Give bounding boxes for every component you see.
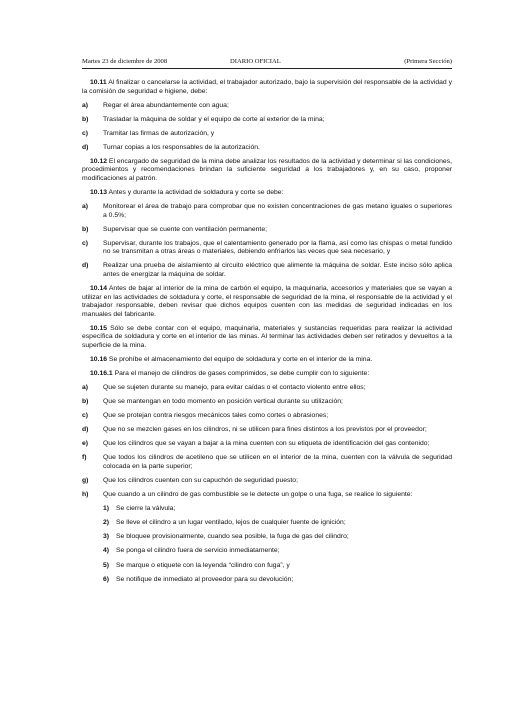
sub-list-item: 3) Se bloquee provisionalmente, cuando sea posible, la fuga de gas del cilindro;	[103, 533, 349, 541]
list-item: g) Que los cilindros cuenten con su capuchón de seguridad puesto;	[82, 476, 298, 484]
paragraph-10-16-1	[82, 370, 452, 379]
page-header	[82, 58, 452, 69]
paragraph-text: Para el manejo de cilindros de gases comprimidos, se debe cumplir con lo siguiente:	[114, 369, 370, 377]
list-item: d) Que no se mezclen gases en los cilindros, ni se utilicen para fines distintos a los previstos por el proveedor;	[82, 426, 427, 434]
list-item: d) Realizar una prueba de aislamiento al circuito eléctrico que alimente la máquina de soldar. Este inciso sólo aplica antes de energizar la máquina de soldar.	[82, 262, 452, 278]
paragraph-10-14	[82, 285, 452, 319]
list-item: b) Trasladar la máquina de soldar y el equipo de corte al exterior de la mina;	[82, 115, 325, 123]
document-body	[82, 79, 452, 590]
paragraph-10-16	[82, 356, 452, 365]
paragraph-text: Sólo se debe contar con el equipo, maquinaria, materiales y sustancias requeridas para realizar la actividad específica de soldadura y corte en el interior de las minas. Al terminar las actividades deben ser retirados y devueltos a la superficie de la mina.	[82, 324, 452, 349]
sub-list-item: 5) Se marque o etiquete con la leyenda “cilindro con fuga”, y	[103, 561, 290, 569]
paragraph-text: Al finalizar o cancelarse la actividad, el trabajador autorizado, bajo la supervisión del responsable de la actividad y la comisión de seguridad e higiene, debe:	[82, 79, 452, 95]
paragraph-10-12	[82, 158, 452, 184]
header-date: Martes 23 de diciembre de 2008	[82, 58, 168, 65]
sub-list-item: 1) Se cierre la válvula;	[103, 505, 176, 513]
section-number: 10.16.1	[90, 369, 113, 377]
paragraph-text: Se prohíbe el almacenamiento del equipo de soldadura y corte en el interior de la mina.	[108, 355, 373, 363]
section-number: 10.16	[90, 355, 108, 363]
list-item: f) Que todos los cilindros de acetileno que se utilicen en el interior de la mina, cuenten con la válvula de seguridad colocada en la parte superior;	[82, 454, 452, 470]
paragraph-10-15	[82, 325, 452, 351]
sub-list-item: 2) Se lleve el cilindro a un lugar ventilado, lejos de cualquier fuente de ignición;	[103, 519, 346, 527]
paragraph-10-11	[82, 79, 452, 96]
list-item: d) Turnar copias a los responsables de la autorización.	[82, 143, 260, 151]
header-publication: DIARIO OFICIAL	[230, 58, 281, 65]
list-item: a) Monitorear el área de trabajo para comprobar que no existen concentraciones de gas metano iguales o superiores a 0.5%;	[82, 203, 452, 219]
list-item: a) Regar el área abundantemente con agua;	[82, 101, 229, 109]
section-number: 10.12	[90, 157, 108, 165]
paragraph-text: El encargado de seguridad de la mina debe analizar los resultados de la actividad y determinar si las condiciones, procedimientos y recomendaciones brindan la suficiente seguridad a los trabajadores y, en su caso, proponer modificaciones al patrón.	[82, 157, 452, 182]
sub-list-item: 4) Se ponga el cilindro fuera de servicio inmediatamente;	[103, 547, 280, 555]
list-item: c) Tramitar las firmas de autorización, y	[82, 129, 215, 137]
header-section: (Primera Sección)	[404, 58, 452, 65]
list-item: e) Que los cilindros que se vayan a bajar a la mina cuenten con su etiqueta de identificación del gas contenido;	[82, 440, 430, 448]
paragraph-text: Antes y durante la actividad de soldadura y corte se debe:	[108, 189, 284, 197]
list-item: b) Supervisar que se cuente con ventilación permanente;	[82, 225, 267, 233]
section-number: 10.13	[90, 189, 108, 197]
section-number: 10.11	[90, 79, 107, 86]
sub-list-item: 6) Se notifique de inmediato al proveedor para su devolución;	[103, 575, 294, 583]
list-item: c) Que se protejan contra riesgos mecánicos tales como cortes o abrasiones;	[82, 412, 329, 420]
paragraph-10-13	[82, 189, 452, 198]
section-number: 10.14	[90, 285, 108, 293]
paragraph-text: Antes de bajar al interior de la mina de carbón el equipo, la maquinaria, accesorios y materiales que se vayan a utilizar en las actividades de soldadura y corte, el responsable de seguridad de la mina, el responsable de la actividad y el trabajador responsable, deben revisar que dichos equipos cuenten con las medidas de seguridad indicadas en los manuales del fabricante.	[82, 285, 452, 318]
section-number: 10.15	[90, 324, 108, 332]
list-item: b) Que se mantengan en todo momento en posición vertical durante su utilización;	[82, 398, 343, 405]
list-item: a) Que se sujeten durante su manejo, para evitar caídas o el contacto violento entre ellos;	[82, 383, 366, 391]
list-item: h) Que cuando a un cilindro de gas combustible se le detecte un golpe o una fuga, se realice lo siguiente:	[82, 491, 413, 499]
list-item: c) Supervisar, durante los trabajos, que el calentamiento generado por la flama, así como las chispas o metal fundido no se transmitan a otras áreas o materiales, debiendo enfriarlos las veces que sea necesario, y	[82, 239, 452, 256]
